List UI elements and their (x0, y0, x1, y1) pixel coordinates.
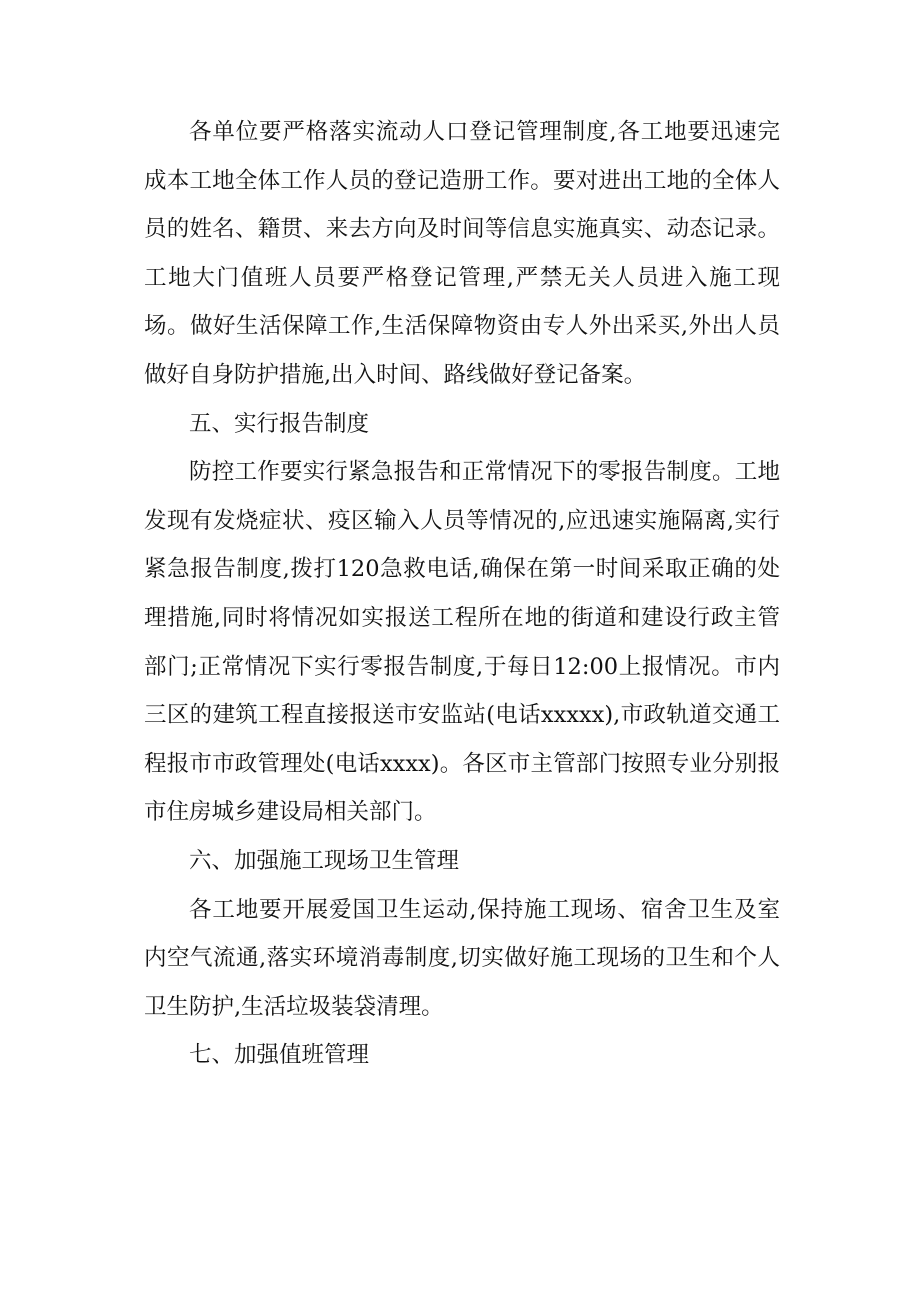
paragraph-hygiene: 各工地要开展爱国卫生运动,保持施工现场、宿舍卫生及室内空气流通,落实环境消毒制度,切实做好施工现场的卫生和个人卫生防护,生活垃圾装袋清理。 (144, 896, 780, 1020)
document-body (144, 108, 780, 1080)
heading-duty-management: 七、加强值班管理 (189, 1042, 370, 1069)
paragraph-registration: 各单位要严格落实流动人口登记管理制度,各工地要迅速完成本工地全体工作人员的登记造册工作。要对进出工地的全体人员的姓名、籍贯、来去方向及时间等信息实施真实、动态记录。工地大门值班人员要严格登记管理,严禁无关人员进入施工现场。做好生活保障工作,生活保障物资由专人外出采买,外出人员做好自身防护措施,出入时间、路线做好登记备案。 (144, 119, 780, 388)
heading-site-hygiene: 六、加强施工现场卫生管理 (189, 847, 460, 874)
paragraph-reporting: 防控工作要实行紧急报告和正常情况下的零报告制度。工地发现有发烧症状、疫区输入人员等情况的,应迅速实施隔离,实行紧急报告制度,拨打120急救电话,确保在第一时间采取正确的处理措施,同时将情况如实报送工程所在地的街道和建设行政主管部门;正常情况下实行零报告制度,于每日12:00上报情况。市内三区的建筑工程直接报送市安监站(电话xxxxx),市政轨道交通工程报市市政管理处(电话xxxx)。各区市主管部门按照专业分别报市住房城乡建设局相关部门。 (144, 459, 780, 826)
heading-reporting-system: 五、实行报告制度 (189, 410, 370, 437)
